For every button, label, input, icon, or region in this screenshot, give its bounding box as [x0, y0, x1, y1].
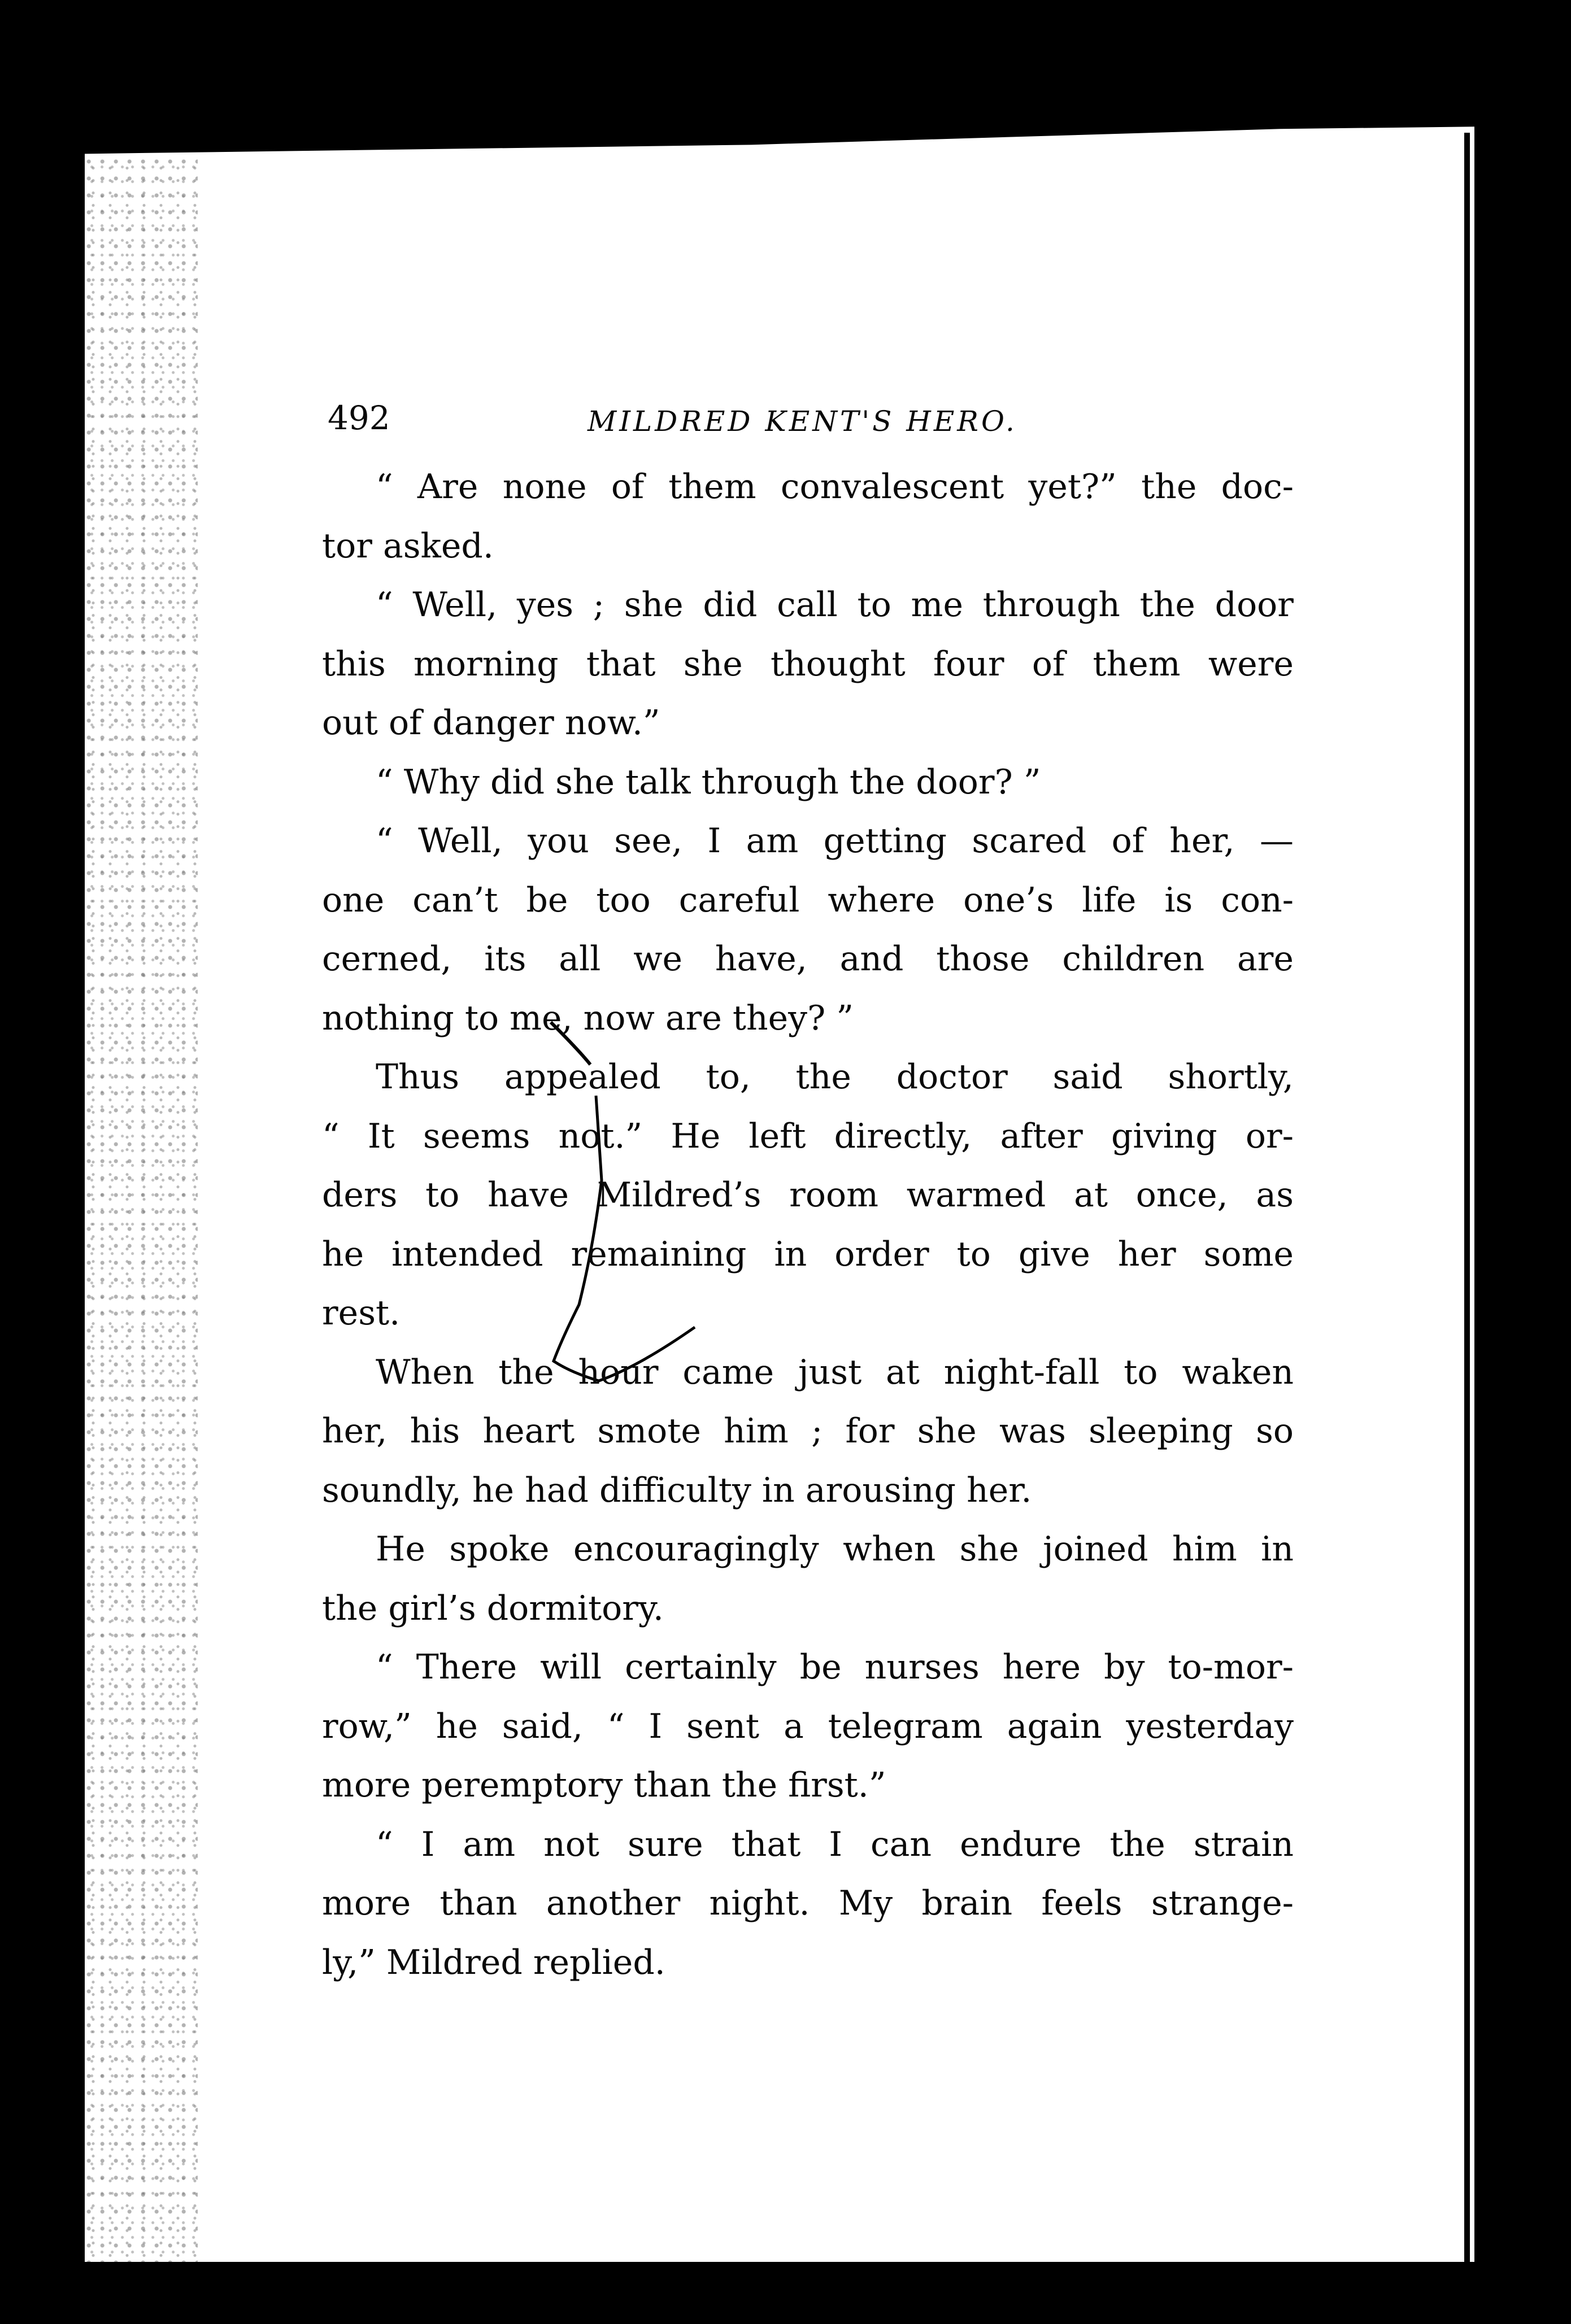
running-head: MILDRED KENT'S HERO. [588, 405, 1017, 438]
book-page [322, 395, 1294, 1992]
text-line: “ Why did she talk through the door? ” [376, 762, 1041, 802]
text-line: He spoke encouragingly when she joined him in [376, 1529, 1294, 1569]
text-line: out of danger now.” [322, 703, 660, 743]
text-line: soundly, he had difficulty in arousing her. [322, 1470, 1032, 1510]
text-line: the girl’s dormitory. [322, 1588, 664, 1628]
text-line: rest. [322, 1293, 401, 1333]
text-line: tor asked. [322, 526, 494, 566]
text-line: “ There will certainly be nurses here by to-mor- [376, 1647, 1294, 1687]
text-line: nothing to me, now are they? ” [322, 998, 854, 1038]
scan-noise-left [85, 158, 198, 2262]
text-line: this morning that she thought four of them were [322, 644, 1294, 684]
text-line: “ It seems not.” He left directly, after giving or- [322, 1116, 1294, 1156]
text-line: “ Well, you see, I am getting scared of her, — [376, 821, 1294, 861]
page-header [322, 395, 1294, 457]
scan-border-right [1474, 0, 1571, 2324]
text-line: ly,” Mildred replied. [322, 1942, 665, 1982]
text-line: one can’t be too careful where one’s life is con- [322, 880, 1294, 920]
scan-border-bottom [0, 2262, 1571, 2324]
text-line: “ Well, yes ; she did call to me through the door [376, 585, 1294, 625]
text-line: Thus appealed to, the doctor said shortly, [376, 1057, 1294, 1097]
text-line: more peremptory than the first.” [322, 1765, 886, 1805]
text-line: “ Are none of them convalescent yet?” the doc- [376, 467, 1294, 507]
page-number: 492 [328, 399, 390, 437]
text-line: her, his heart smote him ; for she was sleeping so [322, 1411, 1294, 1451]
page-edge-rule [1464, 133, 1470, 2262]
text-line: “ I am not sure that I can endure the strain [376, 1824, 1294, 1864]
text-line: he intended remaining in order to give her some [322, 1234, 1294, 1274]
text-line: row,” he said, “ I sent a telegram again yesterday [322, 1706, 1294, 1746]
text-line: When the hour came just at night-fall to waken [376, 1352, 1294, 1392]
text-line: ders to have Mildred’s room warmed at once, as [322, 1175, 1294, 1215]
body-text [322, 457, 1294, 1992]
scan-border-top [0, 0, 1571, 136]
text-line: cerned, its all we have, and those children are [322, 939, 1294, 979]
text-line: more than another night. My brain feels strange- [322, 1883, 1294, 1923]
